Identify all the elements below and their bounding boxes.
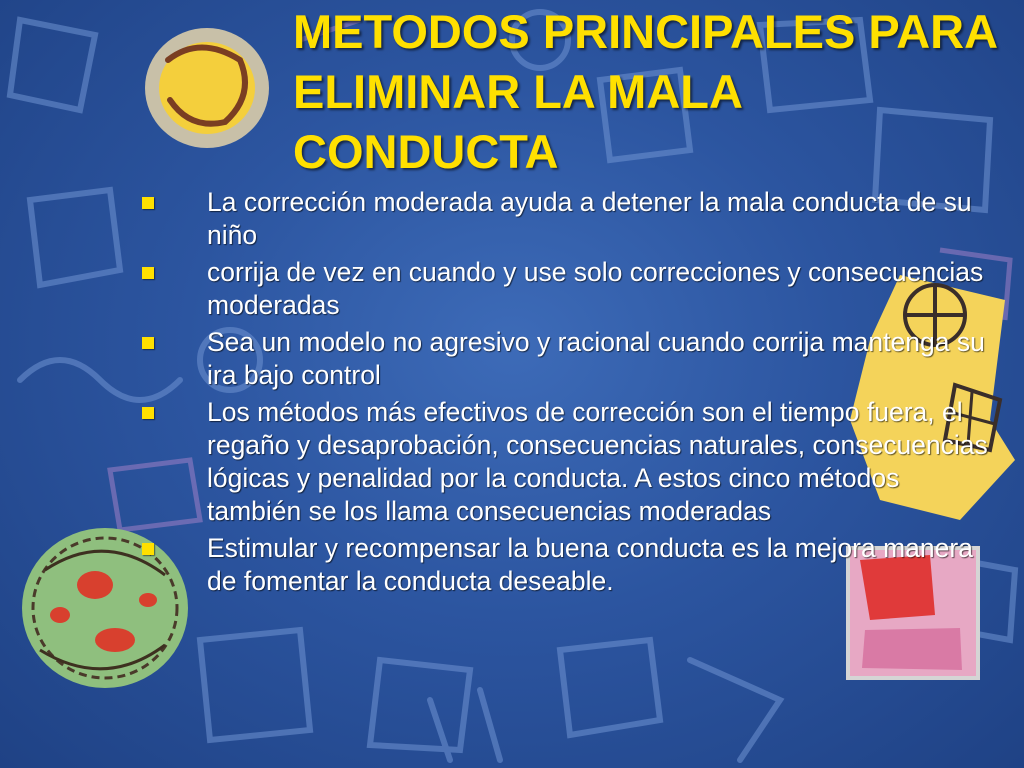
bullet-text: Sea un modelo no agresivo y racional cuando corrija mantenga su ira bajo control — [207, 327, 985, 390]
bullet-item — [140, 396, 1000, 528]
sun-drawing — [145, 28, 269, 148]
bullet-text: Estimular y recompensar la buena conducta es la mejora manera de fomentar la conducta deseable. — [207, 533, 973, 596]
bullet-marker — [142, 197, 154, 209]
bullet-text: Los métodos más efectivos de corrección son el tiempo fuera, el regaño y desaprobación, consecuencias naturales, consecuencias lógicas y penalidad por la conducta. A estos cinco métodos también se los llama consecuencias moderadas — [207, 397, 988, 526]
bullet-list — [140, 186, 1000, 602]
bullet-marker — [142, 407, 154, 419]
bullet-item — [140, 326, 1000, 392]
bullet-item — [140, 256, 1000, 322]
bullet-text: corrija de vez en cuando y use solo correcciones y consecuencias moderadas — [207, 257, 984, 320]
bullet-marker — [142, 267, 154, 279]
slide-title: METODOS PRINCIPALES PARA ELIMINAR LA MALA CONDUCTA — [293, 5, 997, 178]
bullet-marker — [142, 337, 154, 349]
bullet-item — [140, 186, 1000, 252]
bullet-item — [140, 532, 1000, 598]
bullet-marker — [142, 543, 154, 555]
bullet-text: La corrección moderada ayuda a detener la mala conducta de su niño — [207, 187, 972, 250]
